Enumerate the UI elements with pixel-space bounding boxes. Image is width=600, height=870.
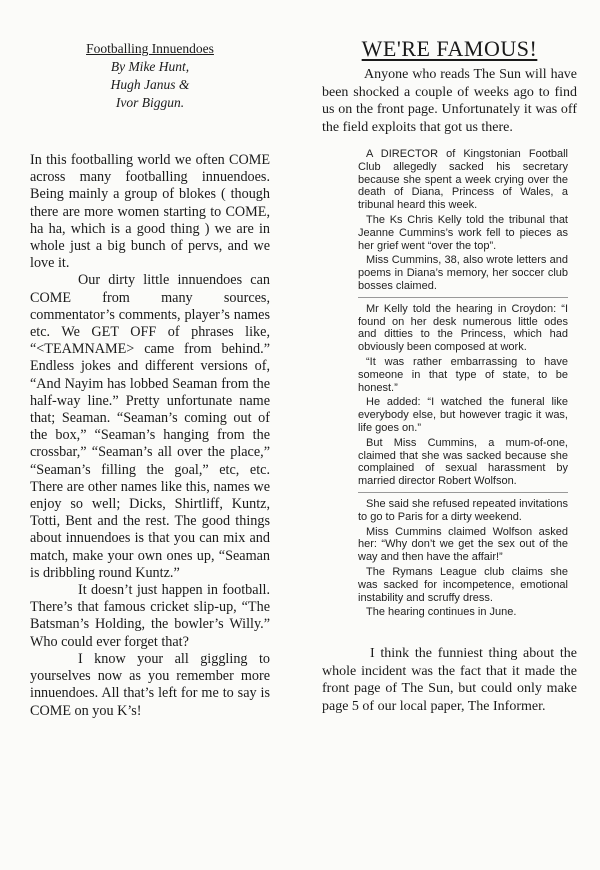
clipping-paragraph: Mr Kelly told the hearing in Croydon: “I found on her desk numerous little odes and ditties to the Princess, which had obviously been composed at work. — [358, 302, 568, 354]
left-column — [30, 0, 270, 720]
intro — [322, 66, 577, 136]
clipping-paragraph: “It was rather embarrassing to have someone in that type of state, to be honest.” — [358, 355, 568, 394]
right-column — [322, 0, 577, 715]
headline: WE'RE FAMOUS! — [361, 36, 538, 61]
paragraph: Our dirty little innuendoes can COME from many sources, commentator’s comments, player’s names etc. We GET OFF of phrases like, “<TEAMNAME> came from behind.” Endless jokes and different versions of, “And Nayim has lobbed Seaman from the half-way line.” Pretty unfortunate name that; Seaman. “Seaman’s coming out of the box,” “Seaman’s hanging from the crossbar,” “Seaman’s all over the place,” “Seaman’s filling the goal,” etc, etc. There are other names like this, names we enjoy so well; Dicks, Shirtliff, Kuntz, Totti, Bent and the rest. The good things about innuendoes is that you can mix and match, make your own ones up, “Seaman is dribbling round Kuntz.” — [30, 272, 270, 581]
author-line: By Mike Hunt, — [110, 59, 190, 74]
paragraph: I think the funniest thing about the whole incident was the fact that it made the front page of The Sun, but could only make page 5 of our local paper, The Informer. — [322, 646, 577, 714]
closing — [322, 645, 577, 715]
paragraph: Anyone who reads The Sun will have been shocked a couple of weeks ago to find us on the front page. Unfortunately it was off the field exploits that got us there. — [322, 67, 577, 135]
newspaper-clipping — [358, 148, 568, 619]
article-title: Footballing Innuendoes — [86, 41, 214, 56]
clipping-paragraph: The hearing continues in June. — [366, 606, 517, 619]
divider — [358, 492, 568, 493]
author-line: Ivor Biggun. — [115, 95, 185, 110]
clipping-paragraph: But Miss Cummins, a mum-of-one, claimed that she was sacked because she complained of sexual harassment by married director Robert Wolfson. — [358, 436, 568, 488]
paragraph: I know your all giggling to yourselves now as you remember more innuendoes. All that’s left for me to say is COME on you K’s! — [30, 650, 270, 719]
paragraph: In this footballing world we often COME across many footballing innuendoes. Being mainly a group of blokes ( though there are more women starting to COME, ha ha, which is a good thing ) we are in whole just a big bunch of pervs, and we love it. — [30, 152, 270, 272]
clipping-paragraph: Miss Cummins claimed Wolfson asked her: “Why don’t we get the sex out of the way and then have the affair!” — [358, 525, 568, 564]
article-body — [30, 152, 270, 720]
author-line: Hugh Janus & — [110, 77, 190, 92]
clipping-paragraph: The Rymans League club claims she was sacked for incompetence, emotional instability and scruffy dress. — [358, 565, 568, 604]
byline — [30, 40, 270, 112]
clipping-paragraph: A DIRECTOR of Kingstonian Football Club allegedly sacked his secretary because she spent a week crying over the death of Diana, Princess of Wales, a tribunal heard this week. — [358, 148, 568, 212]
clipping-paragraph: Miss Cummins, 38, also wrote letters and poems in Diana’s memory, her soccer club bosses claimed. — [358, 254, 568, 292]
divider — [358, 297, 568, 298]
clipping-paragraph: The Ks Chris Kelly told the tribunal that Jeanne Cummins’s work fell to pieces as her grief went “over the top”. — [358, 213, 568, 252]
paragraph: It doesn’t just happen in football. There’s that famous cricket slip-up, “The Batsman’s Holding, the bowler’s Willy.” Who could ever forget that? — [30, 582, 270, 650]
clipping-paragraph: She said she refused repeated invitations to go to Paris for a dirty weekend. — [358, 497, 568, 523]
clipping-paragraph: He added: “I watched the funeral like everybody else, but however tragic it was, life goes on.” — [358, 396, 568, 434]
